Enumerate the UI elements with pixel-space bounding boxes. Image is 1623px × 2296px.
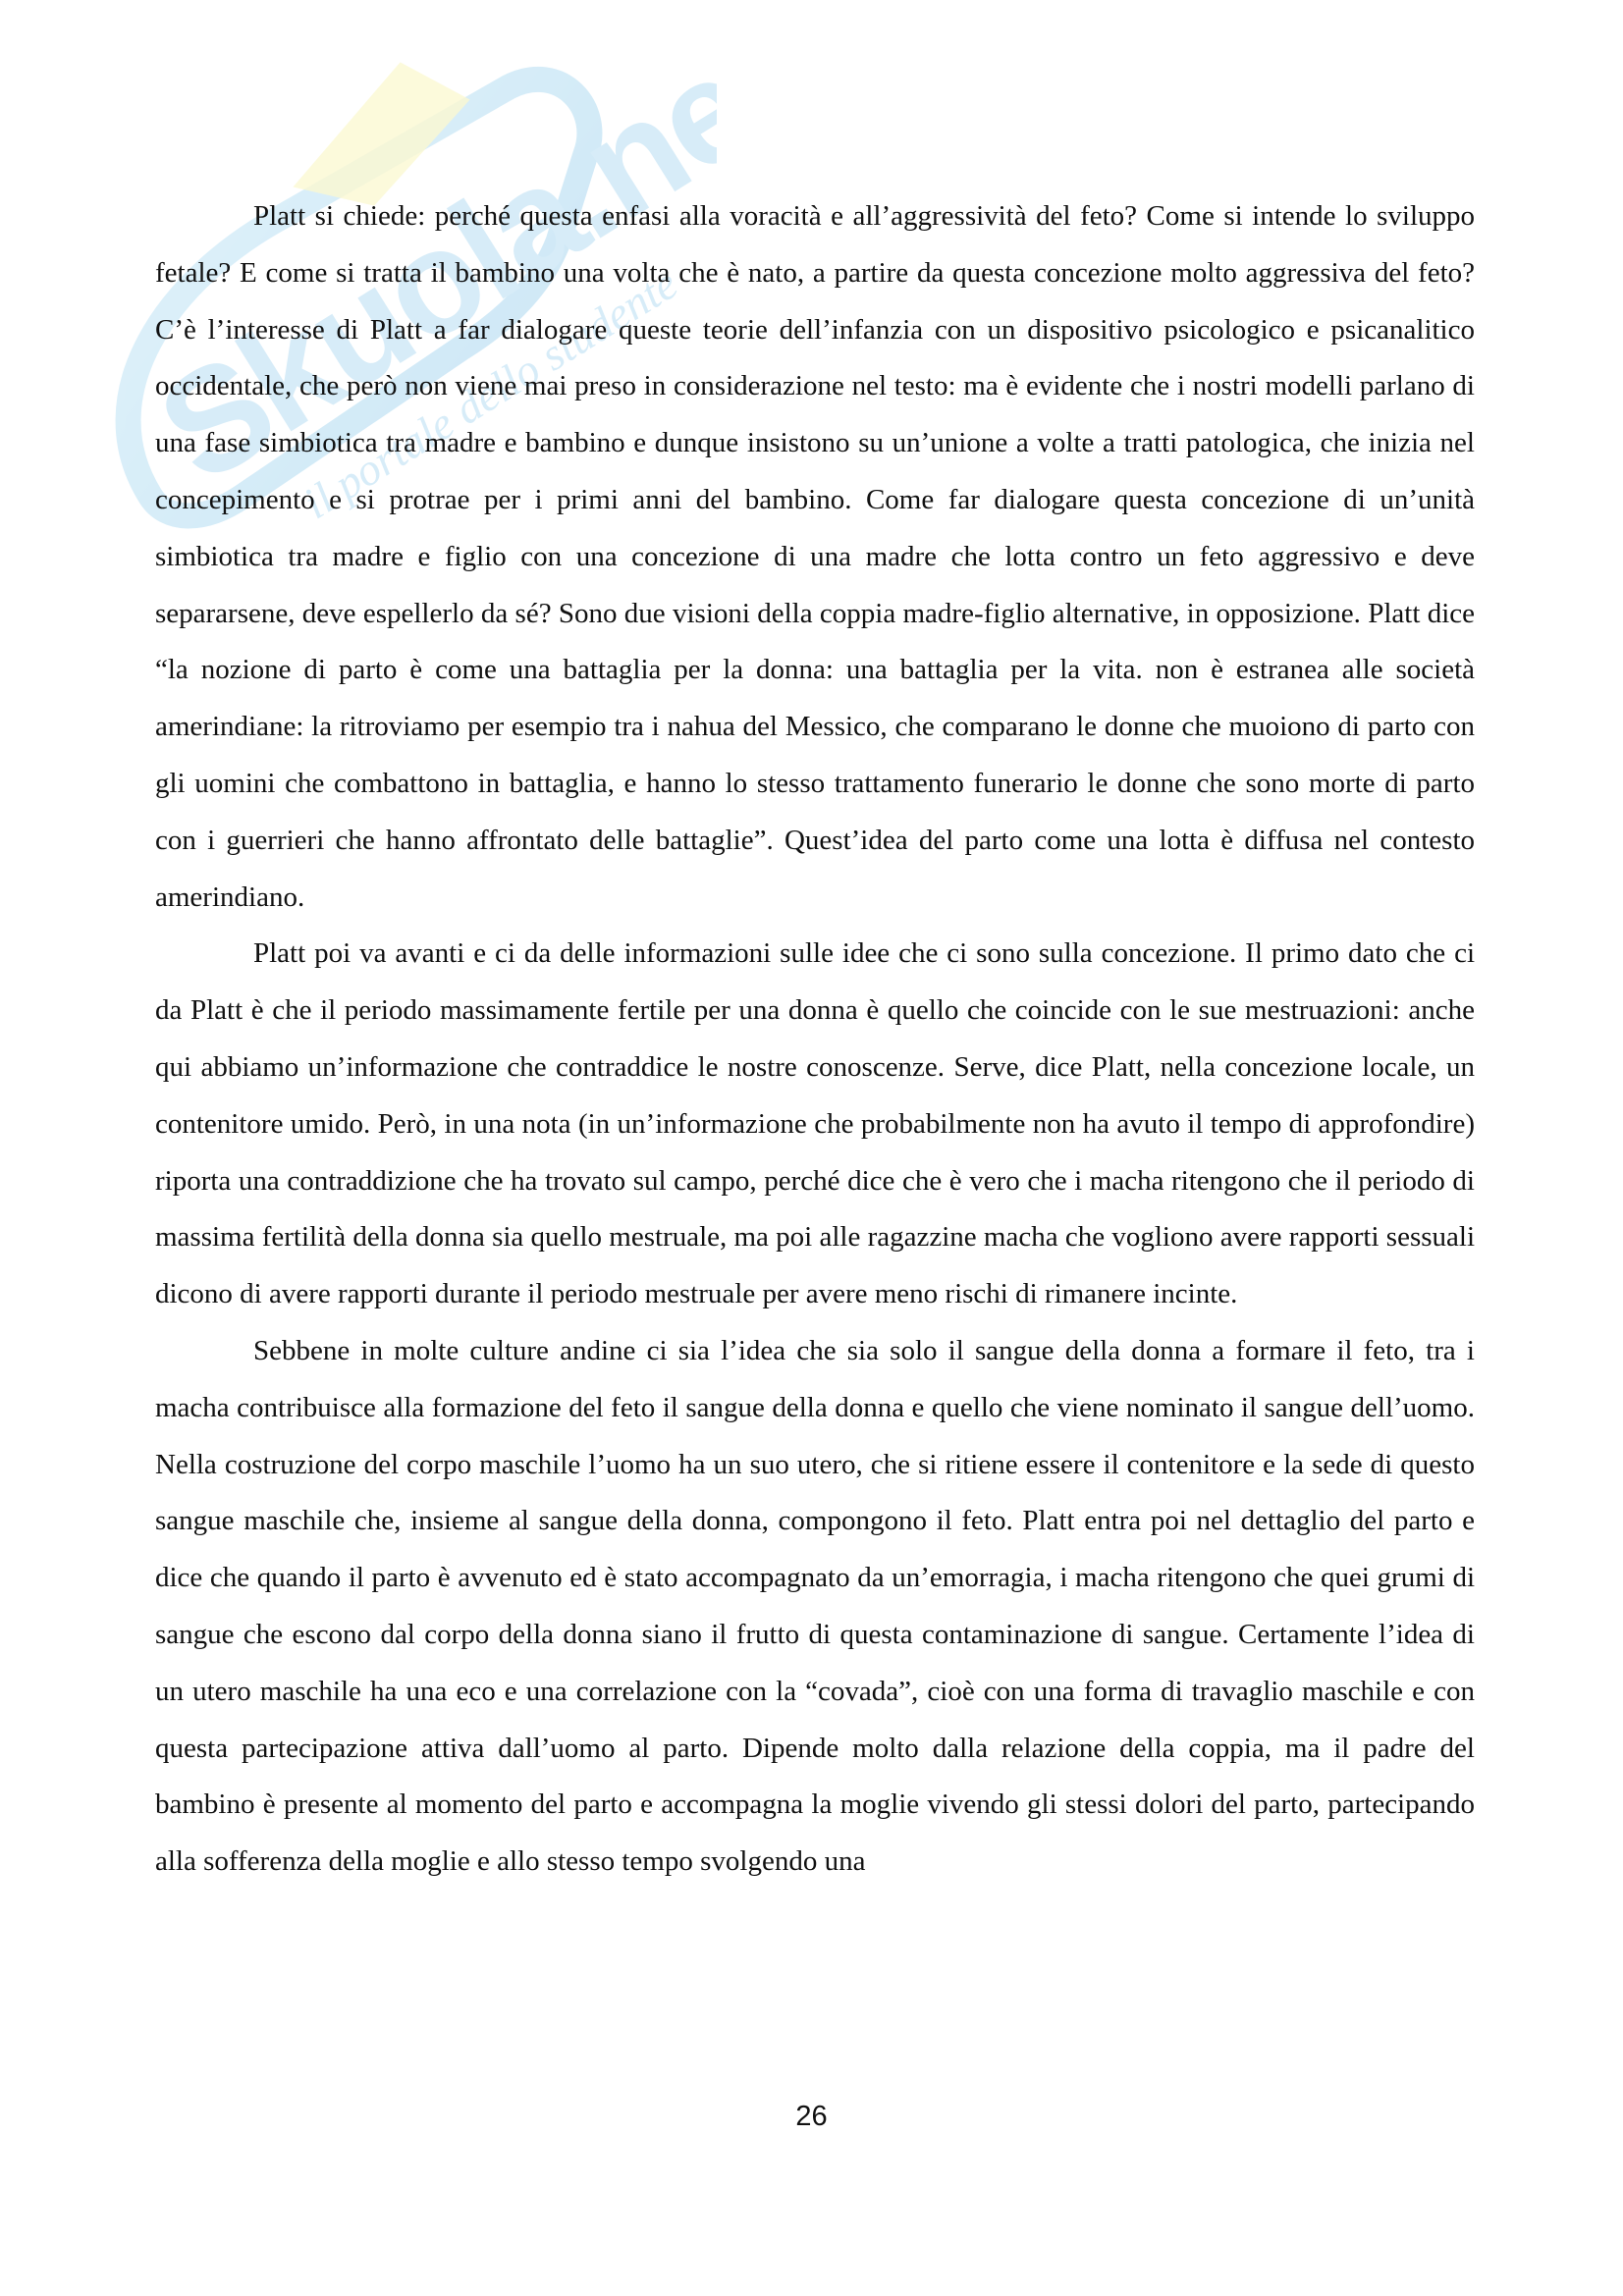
paragraph-3: Sebbene in molte culture andine ci sia l’idea che sia solo il sangue della donna a formare il feto, tra i macha contribuisce alla formazione del feto il sangue della donna e quello che viene nominato il sangue dell’uomo. Nella costruzione del corpo maschile l’uomo ha un suo utero, che si ritiene essere il contenitore e la sede di questo sangue maschile che, insieme al sangue della donna, compongono il feto. Platt entra poi nel dettaglio del parto e dice che quando il parto è avvenuto ed è stato accompagnato da un’emorragia, i macha ritengono che quei grumi di sangue che escono dal corpo della donna siano il frutto di questa contaminazione di sangue. Certamente l’idea di un utero maschile ha una eco e una correlazione con la “covada”, cioè con una forma di travaglio maschile e con questa partecipazione attiva dall’uomo al parto. Dipende molto dalla relazione della coppia, ma il padre del bambino è presente al momento del parto e accompagna la moglie vivendo gli stessi dolori del parto, partecipando alla sofferenza della moglie e allo stesso tempo svolgendo una bbox=[155, 1334, 1475, 1878]
page-body bbox=[155, 188, 1475, 1891]
page-number: 26 bbox=[795, 2101, 828, 2132]
paragraph-2: Platt poi va avanti e ci da delle informazioni sulle idee che ci sono sulla concezione. Il primo dato che ci da Platt è che il periodo massimamente fertile per una donna è quello che coincide con le sue mestruazioni: anche qui abbiamo un’informazione che contraddice le nostre conoscenze. Serve, dice Platt, nella concezione locale, un contenitore umido. Però, in una nota (in un’informazione che probabilmente non ha avuto il tempo di approfondire) riporta una contraddizione che ha trovato sul campo, perché dice che è vero che i macha ritengono che il periodo di massima fertilità della donna sia quello mestruale, ma poi alle ragazzine macha che vogliono avere rapporti sessuali dicono di avere rapporti durante il periodo mestruale per avere meno rischi di rimanere incinte. bbox=[155, 937, 1475, 1310]
paragraph-1: Platt si chiede: perché questa enfasi alla voracità e all’aggressività del feto? Come si intende lo sviluppo fetale? E come si tratta il bambino una volta che è nato, a partire da questa concezione molto aggressiva del feto? C’è l’interesse di Platt a far dialogare queste teorie dell’infanzia con un dispositivo psicologico e psicanalitico occidentale, che però non viene mai preso in considerazione nel testo: ma è evidente che i nostri modelli parlano di una fase simbiotica tra madre e bambino e dunque insistono su un’unione a volte a tratti patologica, che inizia nel concepimento e si protrae per i primi anni del bambino. Come far dialogare questa concezione di un’unità simbiotica tra madre e figlio con una concezione di una madre che lotta contro un feto aggressivo e deve separarsene, deve espellerlo da sé? Sono due visioni della coppia madre-figlio alternative, in opposizione. Platt dice “la nozione di parto è come una battaglia per la donna: una battaglia per la vita. non è estranea alle società amerindiane: la ritroviamo per esempio tra i nahua del Messico, che comparano le donne che muoiono di parto con gli uomini che combattono in battaglia, e hanno lo stesso trattamento funerario le donne che sono morte di parto con i guerrieri che hanno affrontato delle battaglie”. Quest’idea del parto come una lotta è diffusa nel contesto amerindiano. bbox=[155, 200, 1475, 913]
watermark-logo-text: Skuola.net bbox=[132, 59, 717, 513]
watermark-tagline: il portale dello studente bbox=[294, 257, 686, 529]
